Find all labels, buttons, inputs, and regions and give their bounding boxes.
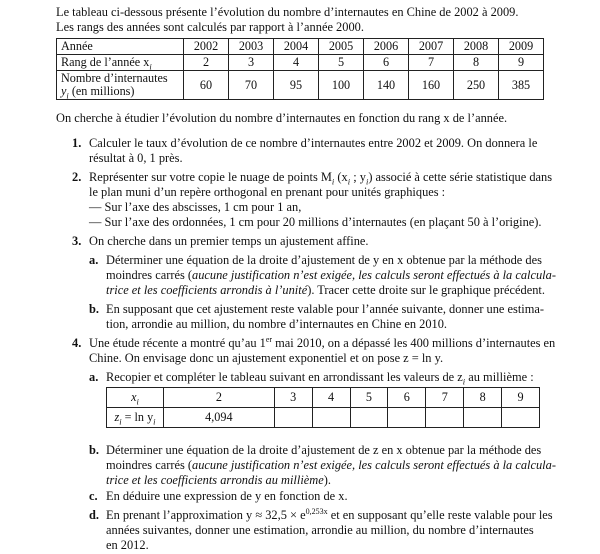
z-table-x-cell: 8 (464, 388, 502, 408)
year-cell: 2006 (364, 39, 409, 55)
q2-bullet-1: — Sur l’axe des abscisses, 1 cm pour 1 an, (89, 200, 302, 214)
data-table (56, 38, 544, 100)
year-cell: 2003 (229, 39, 274, 55)
q1-number: 1. (72, 136, 82, 150)
rank-cell: 5 (319, 55, 364, 71)
z-table-x-cell: 2 (164, 388, 275, 408)
z-table-x-cell: 4 (312, 388, 350, 408)
q3a-label: a. (89, 253, 99, 267)
rank-cell: 2 (184, 55, 229, 71)
year-cell: 2004 (274, 39, 319, 55)
q3b-line-1: En supposant que cet ajustement reste valable pour l’année suivante, donner une estima- (106, 302, 544, 316)
q4-number: 4. (72, 336, 82, 350)
q4b-line-1: Déterminer une équation de la droite d’ajustement de z en x obtenue par la méthode des (106, 443, 542, 457)
lead-text: On cherche à étudier l’évolution du nombre d’internautes en fonction du rang x de l’année. (56, 111, 508, 125)
q2-line-2: le plan muni d’un repère orthogonal en prenant pour unités graphiques : (89, 185, 446, 199)
z-table-row-x (107, 388, 540, 408)
z-table-x-cell: 6 (388, 388, 426, 408)
z-table-z-cell: 4,094 (164, 408, 275, 428)
users-cell: 140 (364, 71, 409, 100)
q4c-line-1: En déduire une expression de y en fonction de x. (106, 489, 348, 503)
row-label-users: Nombre d’internautes $y_i$ (en millions) (57, 71, 184, 100)
q4-line-2: Chine. On envisage donc un ajustement exponentiel et on pose z = ln y. (89, 351, 444, 365)
q4a-label: a. (89, 370, 99, 384)
table-row-years (57, 39, 544, 55)
year-cell: 2009 (499, 39, 544, 55)
q1-line-2: résultat à 0, 1 près. (89, 151, 183, 165)
z-table-z-cell (274, 408, 312, 428)
q4a-line-1: Recopier et compléter le tableau suivant en arrondissant les valeurs de $z_i$ au millième : (106, 370, 534, 387)
year-cell: 2007 (409, 39, 454, 55)
z-table-z-cell (312, 408, 350, 428)
users-cell: 250 (454, 71, 499, 100)
table-row-users (57, 71, 544, 100)
users-cell: 100 (319, 71, 364, 100)
z-table-z-cell (426, 408, 464, 428)
q3a-line-1: Déterminer une équation de la droite d’ajustement de y en x obtenue par la méthode des (106, 253, 542, 267)
z-table-x-cell: 7 (426, 388, 464, 408)
rank-cell: 6 (364, 55, 409, 71)
users-cell: 60 (184, 71, 229, 100)
intro-line-1: Le tableau ci-dessous présente l’évolution du nombre d’internautes en Chine de 2002 à 2009. (56, 5, 519, 19)
users-cell: 385 (499, 71, 544, 100)
z-table-x-label: $x_i$ (107, 388, 164, 408)
row-label-rank: Rang de l’année $x_i$ (57, 55, 184, 71)
year-cell: 2002 (184, 39, 229, 55)
year-cell: 2008 (454, 39, 499, 55)
z-table-z-cell (502, 408, 540, 428)
q2-number: 2. (72, 170, 82, 184)
q4c-label: c. (89, 489, 98, 503)
z-table-row-z (107, 408, 540, 428)
rank-cell: 9 (499, 55, 544, 71)
q3a-line-2: moindres carrés (aucune justification n’est exigée, les calculs seront effectués à la calcula- (106, 268, 556, 282)
q4b-line-3: trice et les coefficients arrondis au millième). (106, 473, 331, 487)
rank-cell: 3 (229, 55, 274, 71)
q3-number: 3. (72, 234, 82, 248)
z-table (106, 387, 540, 428)
q4d-line-1: En prenant l’approximation $y \approx 32,5 \times e^{0,253x}$ et en supposant qu’elle reste valable pour les (106, 506, 553, 522)
rank-cell: 7 (409, 55, 454, 71)
z-table-z-cell (388, 408, 426, 428)
q4d-line-2: années suivantes, donner une estimation, arrondie au million, du nombre d’internautes (106, 523, 534, 537)
year-cell: 2005 (319, 39, 364, 55)
q4b-line-2: moindres carrés (aucune justification n’est exigée, les calculs seront effectués à la calcula- (106, 458, 556, 472)
q4d-label: d. (89, 508, 99, 522)
z-table-z-cell (350, 408, 388, 428)
q4d-line-3: en 2012. (106, 538, 149, 552)
q2-line-1: Représenter sur votre copie le nuage de points $M_i$ ($x_i$ ; $y_i$) associé à cette série statistique dans (89, 170, 553, 187)
z-table-z-cell (464, 408, 502, 428)
row-label-year: Année (57, 39, 184, 55)
q3b-label: b. (89, 302, 99, 316)
z-table-x-cell: 5 (350, 388, 388, 408)
table-row-ranks (57, 55, 544, 71)
users-cell: 160 (409, 71, 454, 100)
q1-line-1: Calculer le taux d’évolution de ce nombre d’internautes entre 2002 et 2009. On donnera le (89, 136, 538, 150)
z-table-z-label: $z_i = \ln y_i$ (107, 408, 164, 428)
q2-bullet-2: — Sur l’axe des ordonnées, 1 cm pour 20 millions d’internautes (en plaçant 50 à l’origine). (89, 215, 542, 229)
q4-line-1: Une étude récente a montré qu’au 1er mai 2010, on a dépassé les 400 millions d’internautes en (89, 334, 556, 350)
users-cell: 70 (229, 71, 274, 100)
z-table-x-cell: 9 (502, 388, 540, 408)
rank-cell: 4 (274, 55, 319, 71)
users-cell: 95 (274, 71, 319, 100)
intro-line-2: Les rangs des années sont calculés par rapport à l’année 2000. (56, 20, 364, 34)
z-table-x-cell: 3 (274, 388, 312, 408)
rank-cell: 8 (454, 55, 499, 71)
q3a-line-3: trice et les coefficients arrondis à l’unité). Tracer cette droite sur le graphique précédent. (106, 283, 545, 297)
q4b-label: b. (89, 443, 99, 457)
q3-line-1: On cherche dans un premier temps un ajustement affine. (89, 234, 369, 248)
q3b-line-2: tion, arrondie au million, du nombre d’internautes en Chine en 2010. (106, 317, 448, 331)
